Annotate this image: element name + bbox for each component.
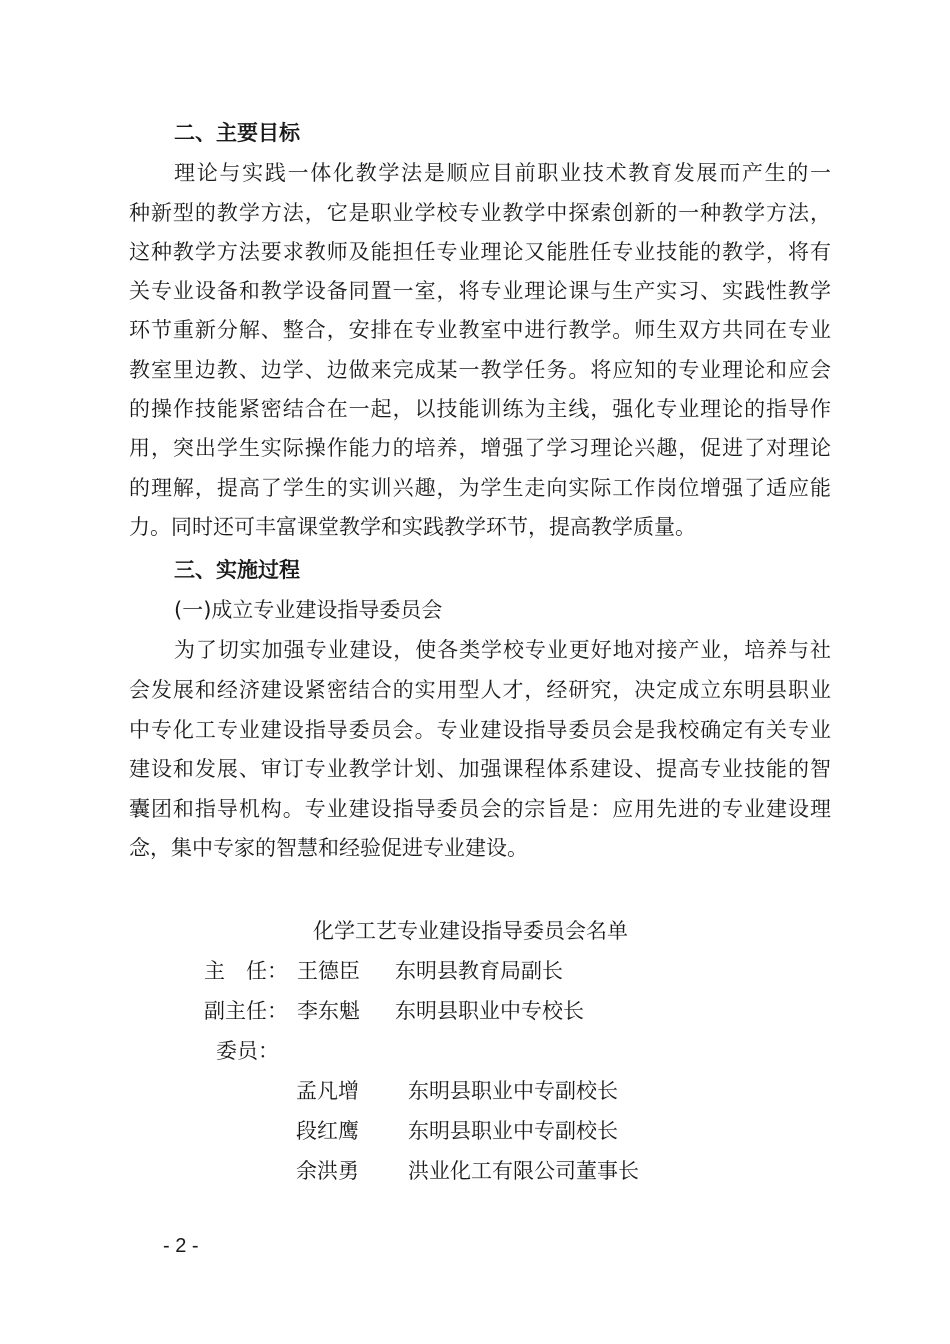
roster-title: 化学工艺专业建设指导委员会名单 (313, 919, 628, 943)
deputy-name: 李东魁 (297, 999, 360, 1023)
process-paragraph-line: 中专化工专业建设指导委员会。专业建设指导委员会是我校确定有关专业 (129, 718, 831, 742)
deputy-title: 东明县职业中专校长 (395, 999, 584, 1023)
goals-paragraph-line: 环节重新分解、整合，安排在专业教室中进行教学。师生双方共同在专业 (129, 318, 831, 342)
member-name: 余洪勇 (296, 1159, 359, 1183)
process-heading: 三、实施过程 (174, 558, 300, 582)
members-label: 委员： (216, 1039, 279, 1063)
process-paragraph-line: 囊团和指导机构。专业建设指导委员会的宗旨是：应用先进的专业建设理 (129, 797, 831, 821)
process-paragraph-line: 会发展和经济建设紧密结合的实用型人才，经研究，决定成立东明县职业 (129, 678, 831, 702)
director-role: 主 任： (204, 959, 288, 983)
goals-paragraph-line: 理论与实践一体化教学法是顺应目前职业技术教育发展而产生的一 (174, 161, 831, 185)
goals-paragraph-line: 的操作技能紧密结合在一起，以技能训练为主线，强化专业理论的指导作 (129, 397, 831, 421)
member-title: 东明县职业中专副校长 (408, 1079, 618, 1103)
deputy-role: 副主任： (204, 999, 288, 1023)
director-title: 东明县教育局副长 (395, 959, 563, 983)
director-name: 王德臣 (297, 959, 360, 983)
goals-paragraph-line: 力。同时还可丰富课堂教学和实践教学环节，提高教学质量。 (129, 515, 696, 539)
page-number: - 2 - (163, 1235, 199, 1257)
goals-paragraph-line: 这种教学方法要求教师及能担任专业理论又能胜任专业技能的教学，将有 (129, 240, 831, 264)
goals-paragraph-line: 种新型的教学方法，它是职业学校专业教学中探索创新的一种教学方法， (129, 201, 831, 225)
member-title: 洪业化工有限公司董事长 (408, 1159, 639, 1183)
process-paragraph-line: 念，集中专家的智慧和经验促进专业建设。 (129, 836, 528, 860)
goals-paragraph-line: 的理解，提高了学生的实训兴趣，为学生走向实际工作岗位增强了适应能 (129, 476, 831, 500)
goals-paragraph-line: 用，突出学生实际操作能力的培养，增强了学习理论兴趣，促进了对理论 (129, 436, 831, 460)
process-paragraph-line: 建设和发展、审订专业教学计划、加强课程体系建设、提高专业技能的智 (129, 757, 831, 781)
goals-paragraph-line: 关专业设备和教学设备同置一室，将专业理论课与生产实习、实践性教学 (129, 279, 831, 303)
goals-heading: 二、主要目标 (174, 121, 300, 145)
process-paragraph-line: 为了切实加强专业建设，使各类学校专业更好地对接产业，培养与社 (174, 638, 831, 662)
member-name: 孟凡增 (296, 1079, 359, 1103)
goals-paragraph-line: 教室里边教、边学、边做来完成某一教学任务。将应知的专业理论和应会 (129, 358, 831, 382)
member-title: 东明县职业中专副校长 (408, 1119, 618, 1143)
member-name: 段红鹰 (296, 1119, 359, 1143)
sub-heading: (一)成立专业建设指导委员会 (174, 598, 443, 622)
